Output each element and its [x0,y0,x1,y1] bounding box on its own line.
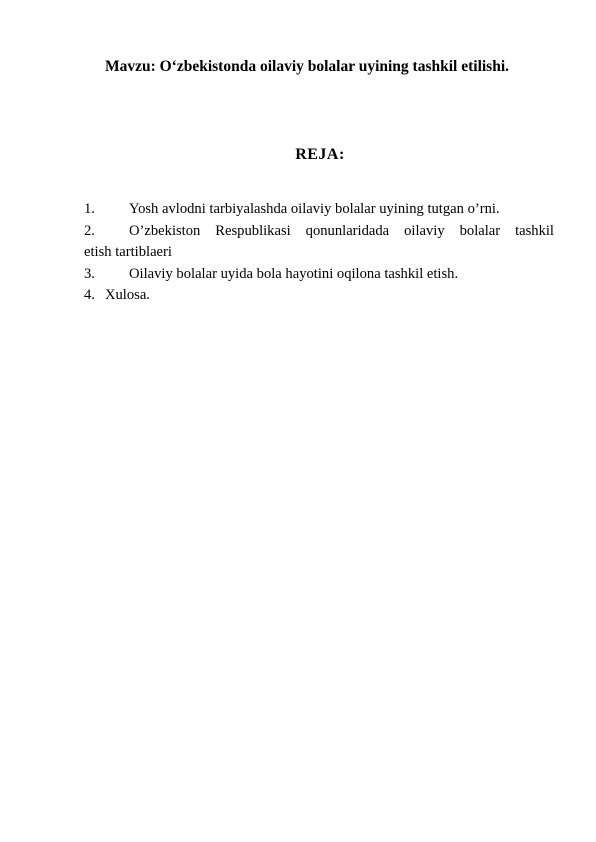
plan-item-number: 4. [84,287,95,303]
plan-item-text: Xulosa. [104,287,150,303]
plan-item-text: Yosh avlodni tarbiyalashda oilaviy bolalar uyining tutgan o’rni. [129,201,500,217]
plan-heading: REJA: [295,146,345,163]
plan-item-4 [84,285,554,307]
plan-item-continuation: etish tartiblaeri [84,244,172,260]
plan-item-number: 1. [84,201,95,217]
plan-item-1 [84,199,554,221]
plan-item-2 [84,221,554,243]
plan-item-3 [84,264,554,286]
plan-item-number: 2. [84,222,95,239]
plan-item-text: O’zbekiston Respublikasi qonunlaridada oilaviy bolalar tashkil [129,222,554,239]
plan-item-number: 3. [84,265,95,282]
plan-item-text: Oilaviy bolalar uyida bola hayotini oqilona tashkil etish. [129,265,459,282]
document-title: Mavzu: O‘zbekistonda oilaviy bolalar uyining tashkil etilishi. [104,58,510,75]
plan-list [84,199,554,307]
